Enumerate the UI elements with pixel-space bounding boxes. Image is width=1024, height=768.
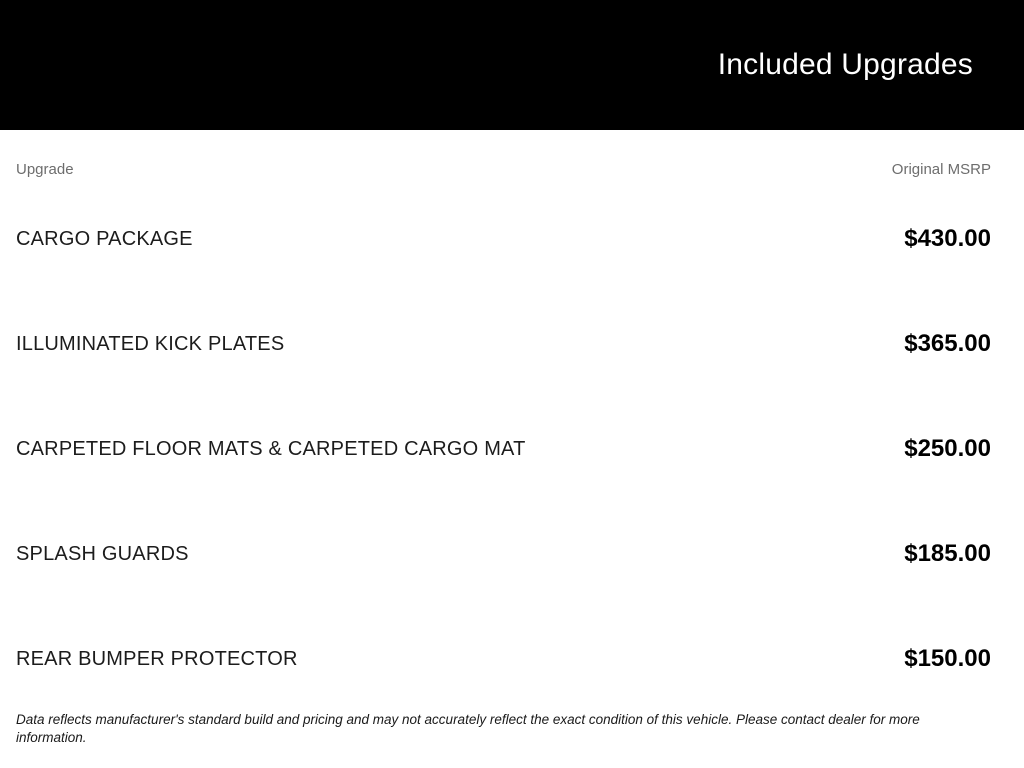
header-bar: [0, 0, 1024, 130]
column-header-upgrade: Upgrade: [16, 161, 74, 178]
upgrade-name: CARPETED FLOOR MATS & CARPETED CARGO MAT: [16, 437, 526, 460]
disclaimer-text: Data reflects manufacturer's standard build and pricing and may not accurately reflect the exact condition of this vehicle. Please contact dealer for more information.: [16, 712, 920, 745]
upgrade-price: $150.00: [904, 645, 991, 672]
page-title: Included Upgrades: [717, 48, 973, 81]
upgrade-price: $430.00: [904, 225, 991, 252]
upgrade-name: ILLUMINATED KICK PLATES: [16, 332, 285, 355]
upgrades-panel: [0, 130, 1024, 747]
upgrade-row: [16, 540, 991, 568]
column-header-msrp: Original MSRP: [891, 161, 991, 178]
upgrade-price: $250.00: [904, 435, 991, 462]
upgrade-name: SPLASH GUARDS: [16, 542, 189, 565]
upgrade-name: CARGO PACKAGE: [16, 227, 193, 250]
upgrade-price: $365.00: [904, 330, 991, 357]
upgrade-row: [16, 225, 991, 253]
upgrade-row: [16, 330, 991, 358]
column-headers: [16, 130, 991, 180]
upgrade-row: [16, 645, 991, 673]
upgrade-name: REAR BUMPER PROTECTOR: [16, 647, 298, 670]
upgrade-row: [16, 435, 991, 463]
upgrade-price: $185.00: [904, 540, 991, 567]
